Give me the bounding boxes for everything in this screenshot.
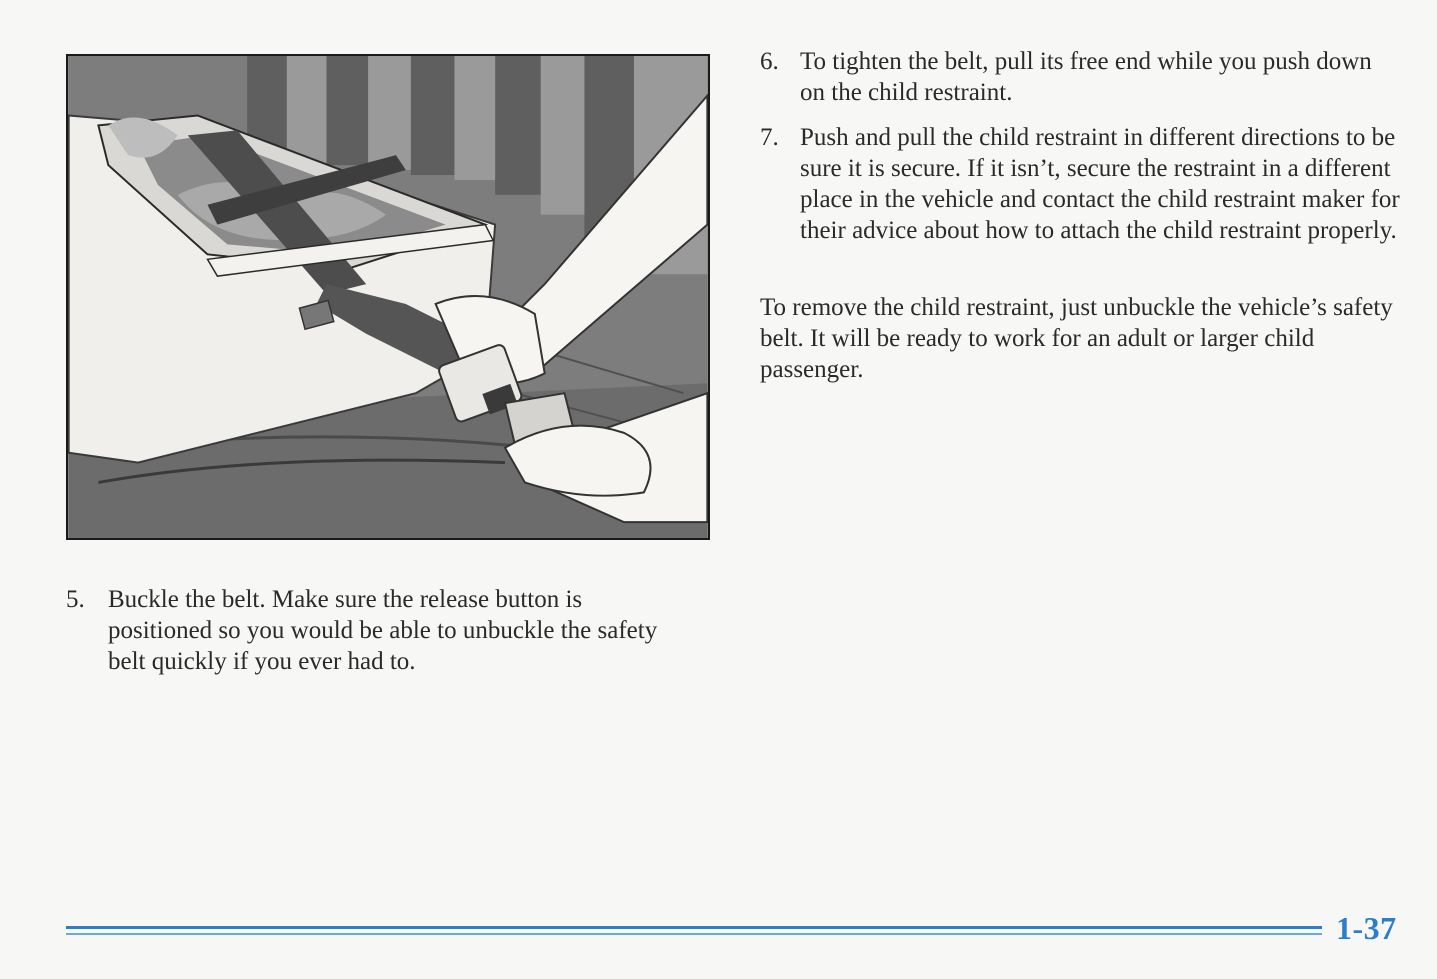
step-5-text: Buckle the belt. Make sure the release button is positioned so you would be able to unbuckle the safety belt quickly if you ever had to.: [108, 586, 658, 675]
step-5: [66, 584, 666, 677]
page-number: 1-37: [1336, 910, 1397, 946]
step-7: [760, 122, 1400, 246]
illustration-drawing: [68, 56, 708, 538]
step-6-number: 6.: [760, 48, 779, 75]
step-6: [760, 46, 1400, 108]
footer-rule-primary: [66, 926, 1322, 929]
step-7-text: Push and pull the child restraint in different directions to be sure it is secure. If it isn’t, secure the restraint in a different place in the vehicle and contact the child restraint maker for their advice about how to attach the child restraint properly.: [800, 124, 1400, 244]
footer-rule: [66, 926, 1322, 936]
footer-rule-secondary: [66, 933, 1322, 935]
child-seat-buckle-illustration: [66, 54, 710, 540]
step-6-text: To tighten the belt, pull its free end while you push down on the child restraint.: [800, 48, 1372, 106]
closing-paragraph: To remove the child restraint, just unbuckle the vehicle’s safety belt. It will be ready to work for an adult or larger child passenger.: [760, 294, 1393, 383]
step-5-number: 5.: [66, 586, 85, 613]
step-7-number: 7.: [760, 124, 779, 151]
